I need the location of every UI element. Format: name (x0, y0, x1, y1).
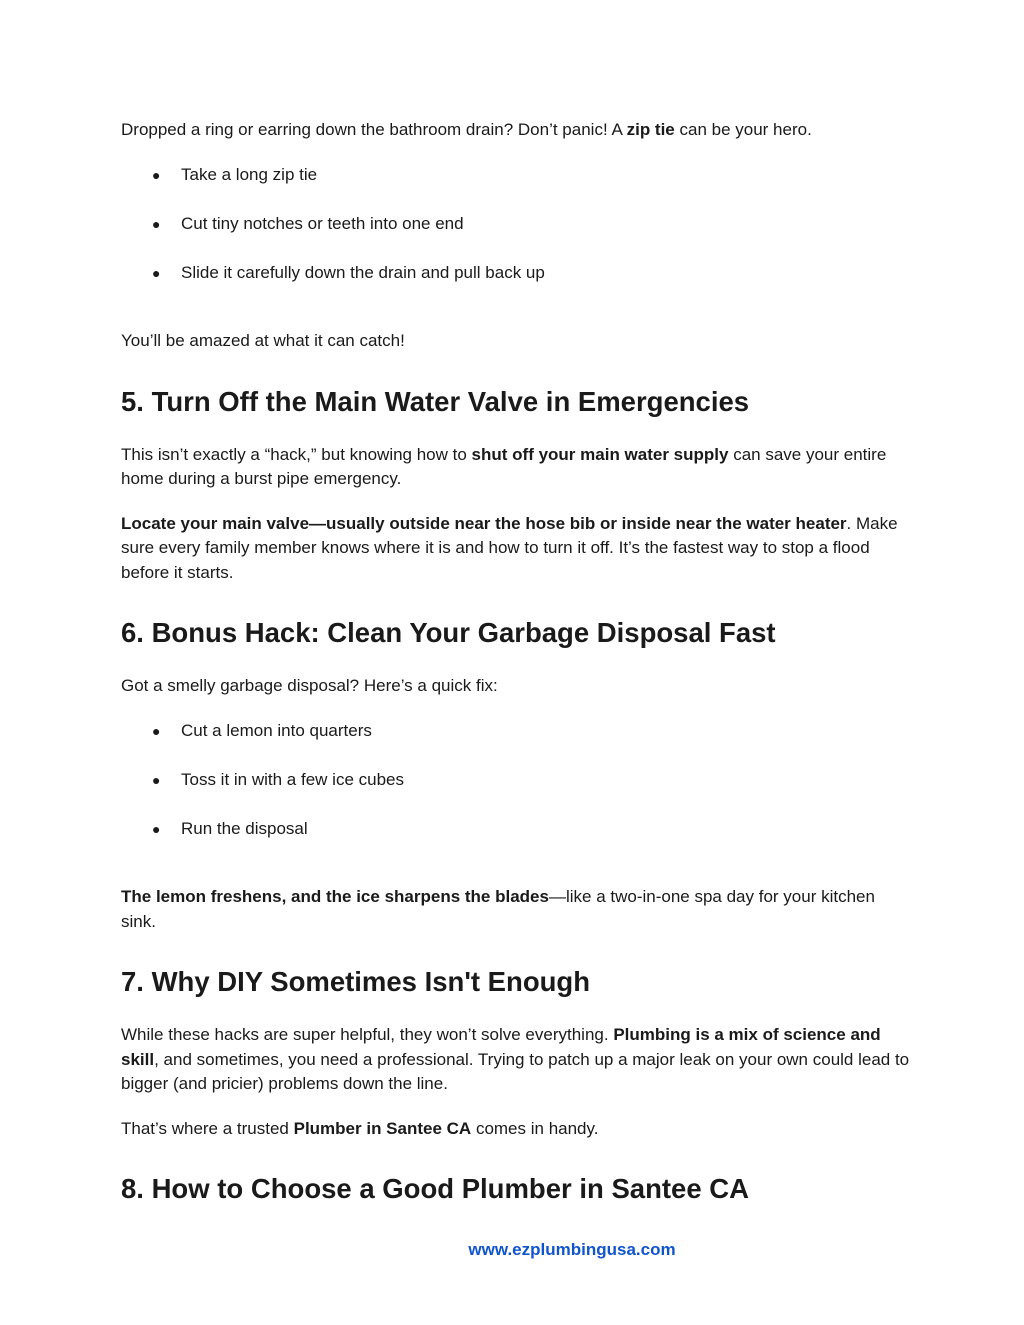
zip-tie-outro: You’ll be amazed at what it can catch! (121, 331, 405, 350)
list-item: ● Cut a lemon into quarters (121, 719, 911, 744)
zip-tie-steps (121, 163, 911, 286)
section-7-paragraph-1: While these hacks are super helpful, they won’t solve everything. Plumbing is a mix of science and skill, and sometimes, you need a professional. Trying to patch up a major leak on your own could lead to bigger (and pricier) problems down the line. (121, 1025, 910, 1093)
list-item: ● Run the disposal (121, 817, 911, 842)
bullet-icon: ● (152, 166, 161, 183)
zip-tie-intro: Dropped a ring or earring down the bathroom drain? Don’t panic! A zip tie can be your hero. (121, 120, 812, 139)
section-5-heading: 5. Turn Off the Main Water Valve in Emergencies (121, 385, 750, 417)
footer-url[interactable]: www.ezplumbingusa.com (468, 1240, 676, 1259)
list-item: ● Cut tiny notches or teeth into one end (121, 212, 911, 237)
section-8-heading: 8. How to Choose a Good Plumber in Santee CA (121, 1173, 749, 1204)
section-5-paragraph-2: Locate your main valve—usually outside near the hose bib or inside near the water heater. Make sure every family member knows where it is and how to turn it off. It’s the fastest way to stop a flood before it starts. (121, 513, 898, 582)
bullet-icon: ● (152, 820, 161, 837)
document-page (121, 118, 911, 1206)
section-7-heading: 7. Why DIY Sometimes Isn't Enough (121, 966, 591, 997)
disposal-steps (121, 719, 911, 842)
list-item: ● Toss it in with a few ice cubes (121, 768, 911, 793)
bullet-icon: ● (152, 264, 161, 281)
bullet-icon: ● (152, 771, 161, 788)
bullet-icon: ● (152, 215, 161, 232)
section-6-outro: The lemon freshens, and the ice sharpens the blades—like a two-in-one spa day for your kitchen sink. (121, 887, 875, 931)
section-5-paragraph-1: This isn’t exactly a “hack,” but knowing how to shut off your main water supply can save your entire home during a burst pipe emergency. (121, 444, 887, 488)
section-7-paragraph-2: That’s where a trusted Plumber in Santee CA comes in handy. (121, 1118, 599, 1138)
bullet-icon: ● (152, 722, 161, 739)
section-6-intro: Got a smelly garbage disposal? Here’s a quick fix: (121, 676, 498, 695)
list-item: ● Slide it carefully down the drain and pull back up (121, 261, 911, 286)
list-item: ● Take a long zip tie (121, 163, 911, 188)
section-6-heading: 6. Bonus Hack: Clean Your Garbage Disposal Fast (121, 617, 776, 648)
